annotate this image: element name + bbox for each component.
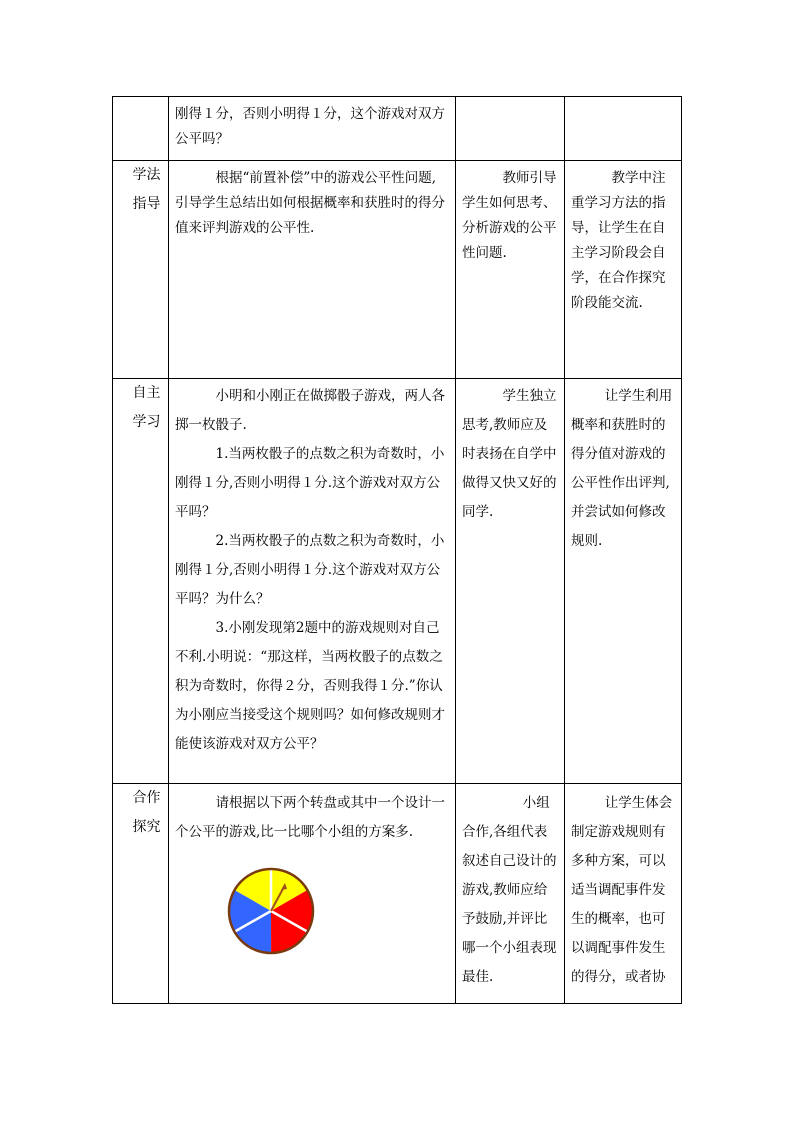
design-purpose-cell (565, 97, 682, 161)
teacher-activity-text: 学生独立思考,教师应及时表扬在自学中做得又快又好的同学. (462, 388, 557, 520)
content-paragraph: 小明和小刚正在做掷骰子游戏，两人各掷一枚骰子. (175, 388, 445, 433)
content-paragraph: 3.小刚发现第2题中的游戏规则对自己不利.小明说：“那这样，当两枚骰子的点数之积为奇数时，你得２分，否则我得１分.”你认为小刚应当接受这个规则吗？如何修改规则才能使该游戏对双方公平？ (175, 620, 445, 752)
row-label-self-study: 自主学习 (132, 385, 161, 430)
row-label-study-method: 学法指导 (132, 167, 161, 212)
lesson-plan-table (112, 96, 682, 1004)
row-label-cell (113, 161, 169, 379)
design-purpose-text: 让学生体会制定游戏规则有多种方案，可以适当调配事件发生的概率，也可以调配事件发生的得分，或者协 (571, 795, 673, 985)
spinner-figure (169, 847, 455, 970)
table-row (113, 161, 682, 379)
design-purpose-cell (565, 161, 682, 379)
teacher-activity-text: 教师引导学生如何思考、分析游戏的公平性问题. (462, 170, 557, 261)
content-paragraph: 请根据以下两个转盘或其中一个设计一个公平的游戏,比一比哪个小组的方案多. (175, 795, 445, 840)
table-row (113, 97, 682, 161)
table-row (113, 379, 682, 784)
row-label-cell (113, 97, 169, 161)
teacher-activity-cell (456, 379, 565, 784)
table-row (113, 784, 682, 1004)
row-label-cell (113, 379, 169, 784)
content-paragraph: 2.当两枚骰子的点数之积为奇数时，小刚得１分,否则小明得１分.这个游戏对双方公平吗？为什么？ (175, 533, 445, 607)
design-purpose-cell (565, 784, 682, 1004)
content-cell (169, 379, 456, 784)
teacher-activity-cell (456, 784, 565, 1004)
design-purpose-cell (565, 379, 682, 784)
teacher-activity-cell (456, 161, 565, 379)
design-purpose-text: 让学生利用概率和获胜时的得分值对游戏的公平性作出评判,并尝试如何修改规则. (571, 388, 673, 549)
content-paragraph: 刚得１分，否则小明得１分，这个游戏对双方公平吗？ (175, 106, 445, 147)
content-cell (169, 97, 456, 161)
row-label-cell (113, 784, 169, 1004)
content-cell (169, 161, 456, 379)
spinner-wheel (221, 861, 321, 961)
teacher-activity-text: 小组合作,各组代表叙述自己设计的游戏,教师应给予鼓励,并评比哪一个小组表现最佳. (462, 795, 557, 985)
teacher-activity-cell (456, 97, 565, 161)
content-paragraph: 1.当两枚骰子的点数之积为奇数时，小刚得１分,否则小明得１分.这个游戏对双方公平吗？ (175, 446, 445, 520)
content-cell (169, 784, 456, 1004)
row-label-cooperative-inquiry: 合作探究 (132, 790, 161, 835)
content-paragraph: 根据“前置补偿”中的游戏公平性问题,引导学生总结出如何根据概率和获胜时的得分值来评判游戏的公平性. (175, 170, 445, 236)
design-purpose-text: 教学中注重学习方法的指导，让学生在自主学习阶段会自学，在合作探究阶段能交流. (571, 170, 666, 311)
